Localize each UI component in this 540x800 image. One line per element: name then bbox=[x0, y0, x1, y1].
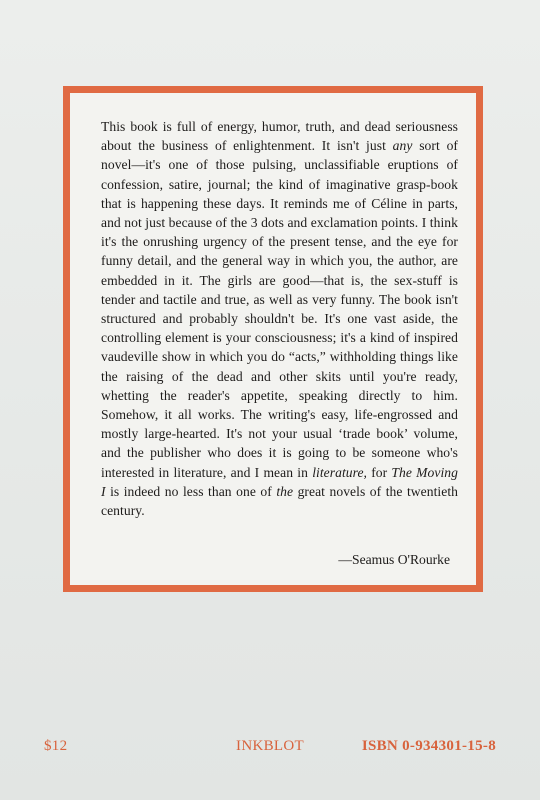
blurb-emphasis-any: any bbox=[392, 138, 413, 154]
blurb-attribution: —Seamus O'Rourke bbox=[338, 552, 450, 567]
isbn-label: ISBN 0-934301-15-8 bbox=[361, 738, 496, 754]
blurb-text-4: is indeed no less than one of bbox=[105, 483, 277, 499]
blurb-text-1: This book is full of energy, humor, truth, and dead seriousness about the business of enlightenment. It isn't just bbox=[101, 119, 458, 154]
blurb-emphasis-literature: literature, bbox=[312, 464, 367, 480]
blurb-text-5: great novels of the twentieth century. bbox=[101, 483, 458, 519]
price-label: $12 bbox=[44, 738, 68, 754]
blurb-emphasis-the: the bbox=[276, 483, 294, 499]
blurb-book-title: The Moving I bbox=[101, 464, 458, 499]
blurb-text-3: for bbox=[366, 464, 392, 480]
blurb-frame bbox=[63, 86, 483, 592]
review-blurb bbox=[101, 117, 458, 520]
publisher-name: INKBLOT bbox=[236, 738, 304, 754]
blurb-text-2: sort of novel—it's one of those pulsing, unclassifiable eruptions of confession, satire, journal; the kind of imaginative grasp-book that is happening these days. It reminds me of Céline in parts, and not just because of the 3 dots and exclamation points. I think it's the onrushing urgency of the present tense, and the eye for funny detail, and the general way in which you, the author, are embedded in it. The girls are good—that is, the sex-stuff is tender and tactile and true, as well as very funny. The book isn't structured and probably shouldn't be. It's one vast aside, the controlling element is your consciousness; it's a kind of inspired vaudeville show in which you do “acts,” withholding things like the raising of the dead and other skits until you're ready, whetting the reader's appetite, speaking directly to him. Somehow, it all works. The writing's easy, life-engrossed and mostly large-hearted. It's not your usual ‘trade book’ volume, and the publisher who does it is going to be someone who's interested in literature, and I mean in bbox=[101, 138, 458, 480]
